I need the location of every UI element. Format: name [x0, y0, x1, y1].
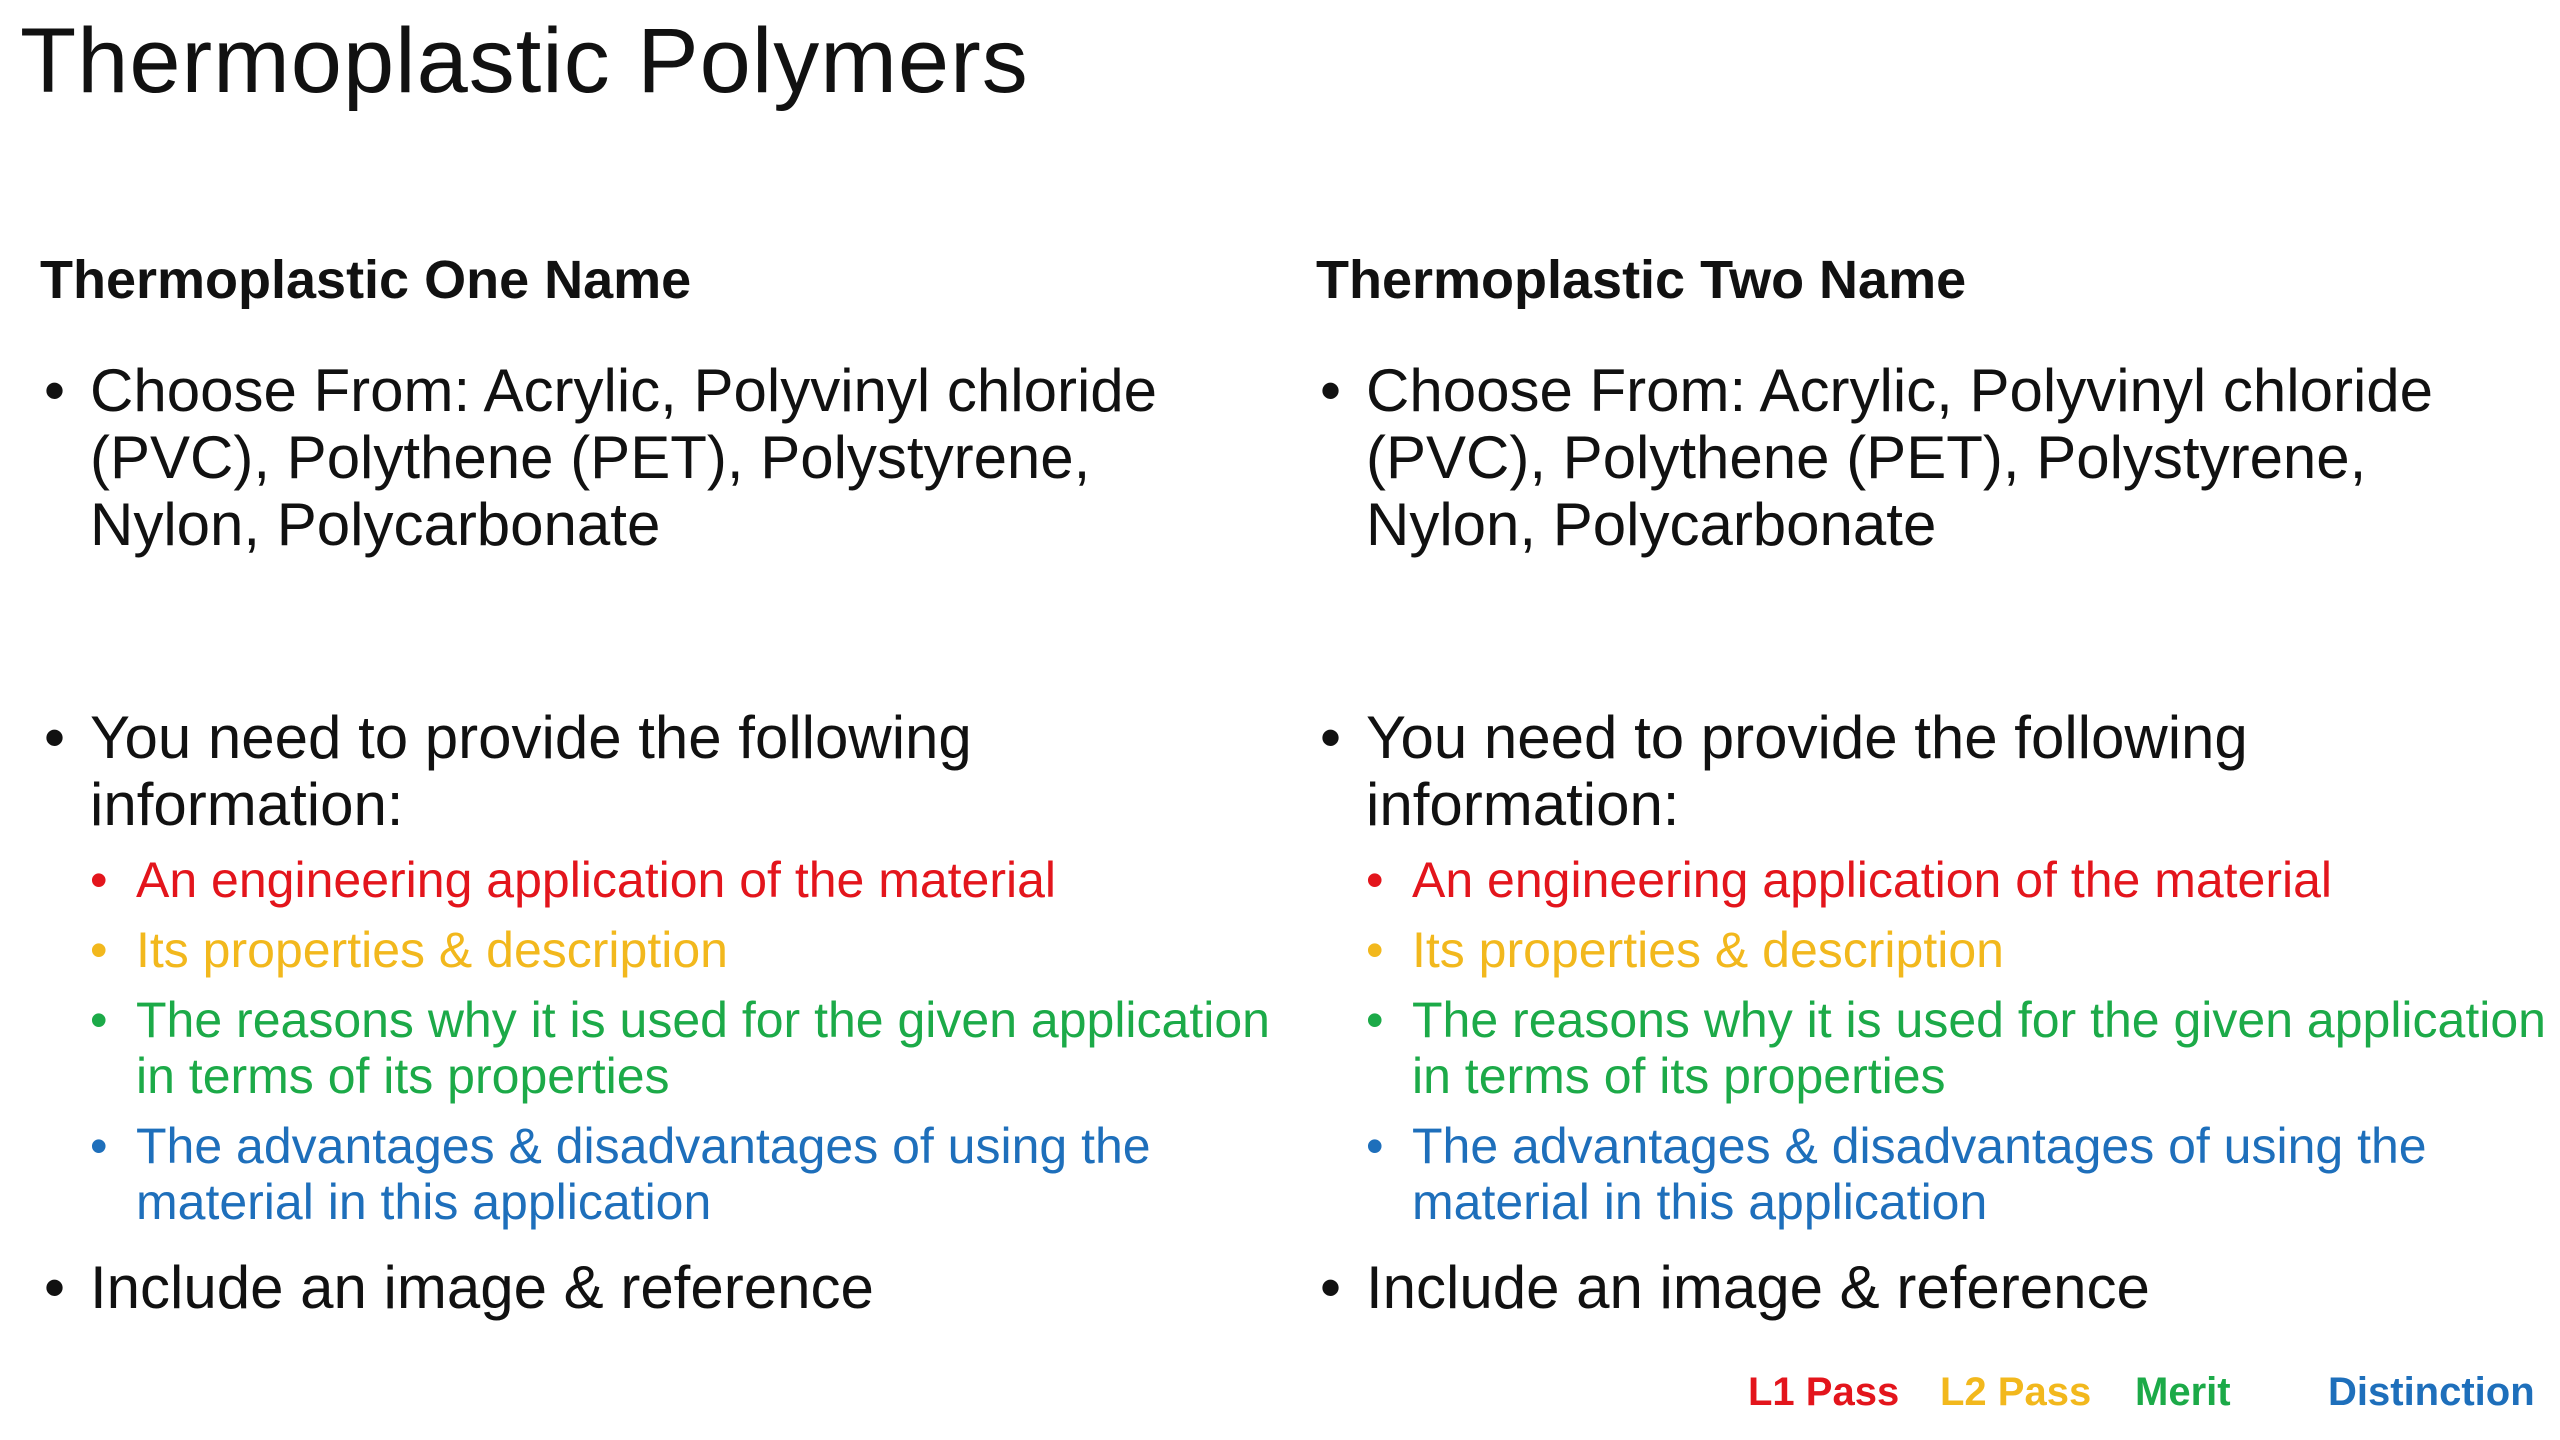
criteria-item-distinction: [1366, 1118, 2546, 1230]
bullet-choose-from: [1316, 357, 2546, 558]
criteria-item-l1-pass: [90, 852, 1270, 908]
bullet-text: Include an image & reference: [1366, 1253, 2150, 1321]
criteria-item-merit: [90, 992, 1270, 1104]
bullet-text: Choose From: Acrylic, Polyvinyl chloride (PVC), Polythene (PET), Polystyrene, Nylon, Polycarbonate: [90, 356, 1158, 558]
bullet-dot: •: [1320, 1253, 1342, 1321]
bullet-dot: •: [1366, 921, 1384, 978]
slide-title: Thermoplastic Polymers: [20, 10, 1029, 112]
column-thermoplastic-one: [40, 248, 1270, 1321]
legend-merit: Merit: [2135, 1370, 2231, 1414]
bullet-dot: •: [90, 1117, 108, 1174]
bullet-dot: •: [1320, 703, 1342, 771]
criteria-text: The advantages & disadvantages of using the material in this application: [136, 1117, 1151, 1230]
column-thermoplastic-two: [1316, 248, 2546, 1321]
criteria-list: [1366, 852, 2546, 1230]
criteria-item-l2-pass: [90, 922, 1270, 978]
criteria-text: The advantages & disadvantages of using the material in this application: [1412, 1117, 2427, 1230]
legend-distinction: Distinction: [2328, 1370, 2535, 1414]
criteria-text: An engineering application of the material: [1412, 851, 2333, 908]
bullet-provide-info: [1316, 704, 2546, 838]
column-heading: Thermoplastic Two Name: [1316, 250, 1967, 310]
bullet-dot: •: [44, 356, 66, 424]
criteria-text: An engineering application of the material: [136, 851, 1057, 908]
bullet-dot: •: [90, 851, 108, 908]
criteria-item-distinction: [90, 1118, 1270, 1230]
bullet-dot: •: [1366, 851, 1384, 908]
column-heading: Thermoplastic One Name: [40, 250, 692, 310]
bullet-dot: •: [90, 991, 108, 1048]
criteria-item-l1-pass: [1366, 852, 2546, 908]
bullet-text: Include an image & reference: [90, 1253, 874, 1321]
bullet-dot: •: [1320, 356, 1342, 424]
criteria-text: The reasons why it is used for the given application in terms of its properties: [136, 991, 1270, 1104]
legend-l2-pass: L2 Pass: [1940, 1370, 2092, 1414]
bullet-text: Choose From: Acrylic, Polyvinyl chloride (PVC), Polythene (PET), Polystyrene, Nylon, Polycarbonate: [1366, 356, 2434, 558]
bullet-image-reference: [40, 1254, 1270, 1321]
bullet-dot: •: [1366, 991, 1384, 1048]
bullet-text: You need to provide the following information:: [90, 703, 972, 838]
bullet-dot: •: [90, 921, 108, 978]
bullet-dot: •: [44, 703, 66, 771]
criteria-text: Its properties & description: [1412, 921, 2004, 978]
legend-l1-pass: L1 Pass: [1748, 1370, 1900, 1414]
bullet-image-reference: [1316, 1254, 2546, 1321]
bullet-provide-info: [40, 704, 1270, 838]
bullet-dot: •: [1366, 1117, 1384, 1174]
bullet-dot: •: [44, 1253, 66, 1321]
bullet-choose-from: [40, 357, 1270, 558]
bullet-text: You need to provide the following information:: [1366, 703, 2248, 838]
criteria-list: [90, 852, 1270, 1230]
criteria-item-l2-pass: [1366, 922, 2546, 978]
criteria-text: The reasons why it is used for the given application in terms of its properties: [1412, 991, 2546, 1104]
criteria-text: Its properties & description: [136, 921, 728, 978]
criteria-item-merit: [1366, 992, 2546, 1104]
